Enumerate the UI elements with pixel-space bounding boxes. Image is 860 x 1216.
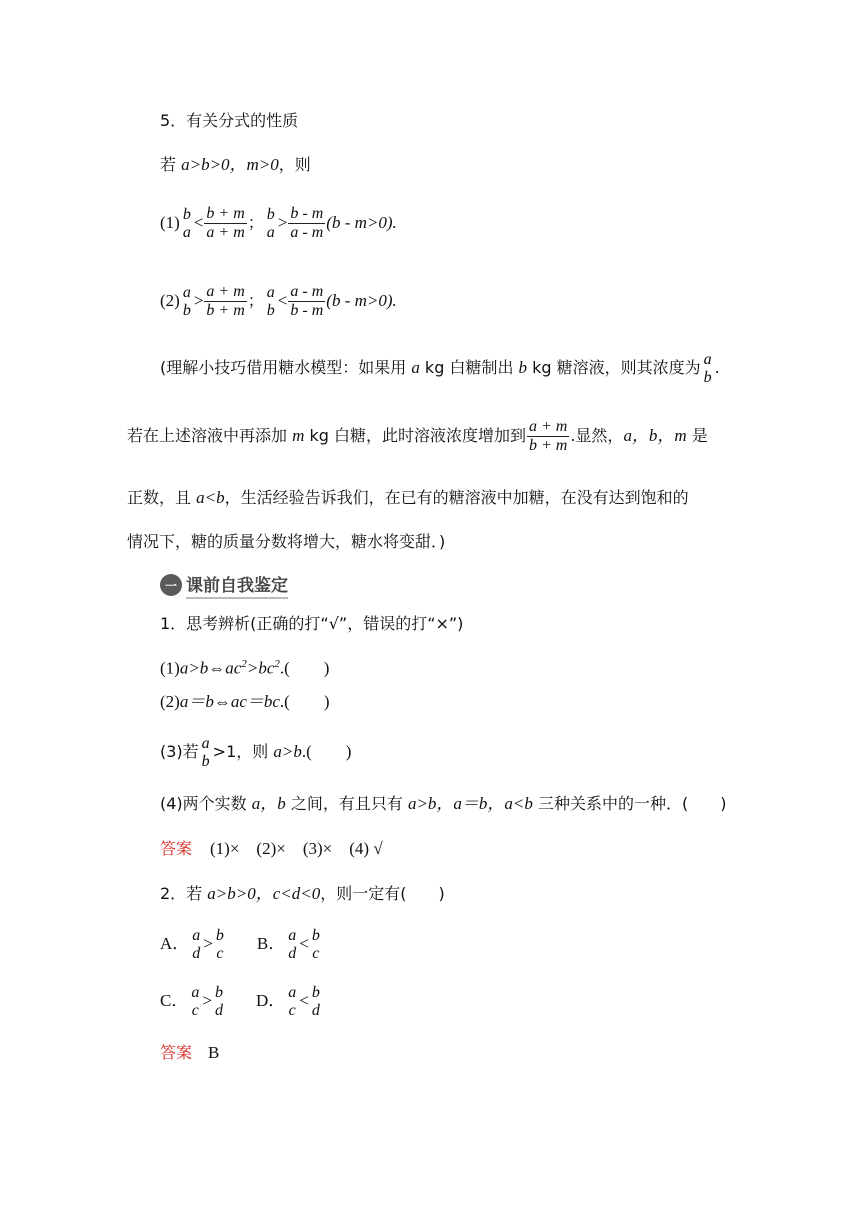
expression: >bc — [246, 658, 275, 678]
option-a[interactable] — [160, 926, 227, 962]
numerator: a — [703, 350, 712, 368]
exponent: 2 — [274, 658, 280, 670]
tip-text: kg 白糖，此时溶液浓度增加到 — [304, 426, 526, 445]
statement-text: 之间，有且只有 — [285, 794, 408, 813]
fraction — [310, 927, 322, 963]
numerator: b — [214, 983, 223, 1001]
tip-line-2 — [127, 416, 708, 456]
tip-text: 若在上述溶液中再添加 — [127, 426, 293, 445]
expression: a>b，a＝b，a<b — [407, 794, 533, 813]
statement-label: (2) — [160, 692, 180, 711]
denominator: b - m — [290, 302, 324, 319]
fraction — [286, 984, 298, 1020]
relation: > — [203, 934, 213, 953]
option-c[interactable] — [160, 983, 226, 1019]
fraction — [204, 283, 246, 320]
var-a: a — [411, 358, 420, 377]
statement-label: (3)若 — [160, 742, 199, 761]
fraction — [214, 927, 226, 963]
fraction — [181, 284, 193, 320]
separator: ； — [247, 291, 264, 310]
question-1-statement-4 — [160, 794, 726, 814]
option-label: B． — [256, 934, 286, 953]
question-1-answer — [160, 839, 383, 859]
numerator: a — [182, 283, 191, 301]
tip-text: kg 白糖制出 — [419, 358, 519, 377]
option-b[interactable] — [256, 926, 323, 962]
fraction — [310, 984, 322, 1020]
numerator: a — [201, 734, 210, 752]
numerator: a — [192, 926, 201, 944]
item-label: (1) — [160, 213, 180, 232]
answer-text: (1)× (2)× (3)× (4) √ — [210, 839, 383, 858]
numerator: a — [266, 283, 275, 301]
denominator: a + m — [206, 224, 245, 241]
denominator: a - m — [290, 224, 324, 241]
fraction — [213, 984, 225, 1020]
fraction — [189, 984, 201, 1020]
denominator: d — [311, 1001, 320, 1019]
tip-text: 正数，且 — [127, 488, 197, 507]
denominator: c — [216, 944, 224, 962]
denominator: b — [201, 752, 210, 770]
question-text: 1．思考辨析(正确的打“√”，错误的打“×”) — [160, 614, 464, 633]
answer-text: B — [208, 1043, 220, 1062]
numerator: b — [311, 983, 320, 1001]
option-label: C． — [160, 991, 189, 1010]
condition-prefix: 若 — [160, 155, 182, 174]
numerator: b — [311, 926, 320, 944]
question-2-options-row-1 — [160, 924, 323, 964]
fraction — [265, 206, 277, 242]
numerator: a + m — [206, 283, 245, 300]
section-heading-text: 5．有关分式的性质 — [160, 111, 299, 130]
expression: a>b⇔ac — [179, 658, 242, 678]
question-text: ，则一定有( ) — [320, 884, 445, 903]
fraction — [702, 351, 714, 387]
self-check-header — [160, 572, 306, 598]
statement-label: (1) — [160, 658, 180, 678]
question-text: 2．若 — [160, 884, 208, 903]
denominator: d — [288, 944, 297, 962]
var-m: m — [292, 426, 305, 445]
question-2-answer — [160, 1043, 219, 1063]
fraction — [527, 418, 569, 455]
fraction — [190, 927, 202, 963]
expression: a>b>0，c<d<0 — [207, 884, 321, 903]
tip-line-1 — [160, 348, 720, 388]
denominator: b — [703, 368, 712, 386]
question-2-stem — [160, 884, 445, 904]
expression: a<b — [196, 488, 225, 507]
blank: .( ) — [301, 742, 352, 761]
numerator: a — [288, 983, 297, 1001]
denominator: a — [182, 223, 191, 241]
fraction — [288, 283, 325, 320]
vars: a，b — [251, 794, 286, 813]
fraction — [204, 205, 246, 242]
var-b: b — [518, 358, 528, 377]
answer-label: 答案 — [160, 1043, 193, 1062]
tip-line-4 — [127, 532, 445, 552]
blank: .( ) — [279, 692, 330, 711]
numerator: b - m — [290, 205, 324, 222]
denominator: c — [288, 1001, 296, 1019]
fraction — [288, 205, 325, 242]
numerator: b — [182, 205, 191, 223]
exponent: 2 — [241, 658, 247, 670]
item-condition: (b - m>0). — [326, 291, 397, 310]
tip-text: (理解小技巧借用糖水模型：如果用 — [160, 358, 412, 377]
denominator: b — [266, 301, 275, 319]
tip-text: 情况下，糖的质量分数将增大，糖水将变甜．) — [127, 532, 446, 551]
tip-text: .显然， — [570, 426, 624, 445]
option-label: D． — [255, 991, 286, 1010]
relation: > — [202, 991, 212, 1010]
tip-text: ，生活经验告诉我们，在已有的糖溶液中加糖，在没有达到饱和的 — [224, 488, 689, 507]
item-label: (2) — [160, 291, 180, 310]
option-label: A． — [160, 934, 190, 953]
condition-expression: a>b>0，m>0 — [181, 155, 279, 174]
expression: a＝b⇔ac＝bc — [179, 692, 280, 711]
question-2-options-row-2 — [160, 981, 323, 1021]
numerator: a — [288, 926, 297, 944]
self-check-title: 课前自我鉴定 — [186, 571, 288, 599]
expression: a>b — [273, 742, 302, 761]
item-condition: (b - m>0). — [326, 213, 397, 232]
statement-label: (4)两个实数 — [160, 794, 252, 813]
denominator: c — [191, 1001, 199, 1019]
question-1-statement-1 — [160, 654, 329, 678]
numerator: b — [215, 926, 224, 944]
blank: .( ) — [279, 658, 330, 678]
separator: ； — [247, 213, 264, 232]
question-1-stem — [160, 614, 463, 634]
tip-text: . — [714, 358, 720, 377]
denominator: b — [182, 301, 191, 319]
section-heading — [160, 111, 298, 131]
relation: > — [193, 291, 204, 310]
numerator: a — [191, 983, 200, 1001]
fraction — [265, 284, 277, 320]
numerator: b + m — [206, 205, 245, 222]
tip-line-3 — [127, 488, 689, 508]
denominator: c — [312, 944, 320, 962]
fraction — [200, 735, 212, 771]
tip-text: 是 — [686, 426, 708, 445]
section-badge-icon: 一 — [160, 574, 182, 596]
numerator: a - m — [290, 283, 324, 300]
numerator: b — [266, 205, 275, 223]
property-item-1 — [160, 203, 397, 243]
fraction — [181, 206, 193, 242]
denominator: d — [192, 944, 201, 962]
numerator: a + m — [528, 418, 568, 435]
answer-label: 答案 — [160, 839, 193, 858]
vars: a，b，m — [623, 426, 687, 445]
property-item-2 — [160, 281, 397, 321]
denominator: a — [266, 223, 275, 241]
relation: > — [277, 213, 288, 232]
relation: < — [277, 291, 288, 310]
relation: < — [299, 934, 309, 953]
relation: < — [193, 213, 204, 232]
question-1-statement-2 — [160, 692, 330, 712]
denominator: d — [214, 1001, 223, 1019]
condition-suffix: ，则 — [278, 155, 311, 174]
statement-text: 三种关系中的一种．( ) — [532, 794, 727, 813]
fraction — [286, 927, 298, 963]
denominator: b + m — [528, 437, 568, 454]
denominator: b + m — [206, 302, 245, 319]
tip-text: kg 糖溶液，则其浓度为 — [527, 358, 701, 377]
option-d[interactable] — [255, 983, 323, 1019]
condition-line — [160, 155, 311, 175]
relation: < — [299, 991, 309, 1010]
question-1-statement-3 — [160, 732, 351, 772]
statement-text: >1，则 — [212, 742, 274, 761]
